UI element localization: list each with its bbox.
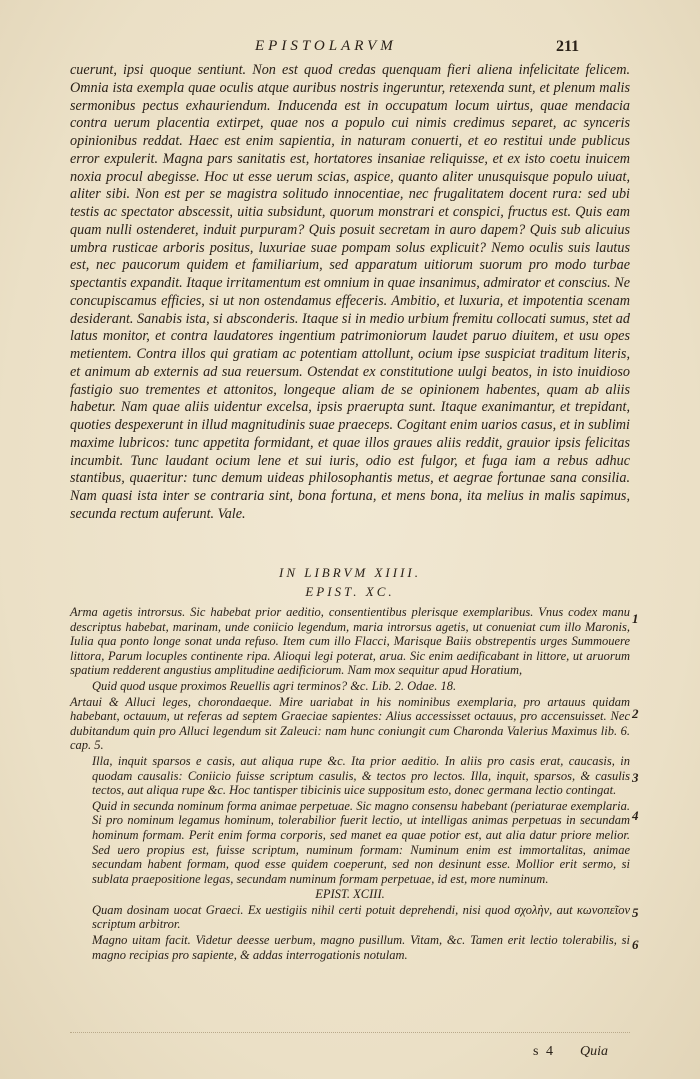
annotation: Quam dosinam uocat Graeci. Ex uestigiis nihil certi potuit deprehendi, nisi quod σχολὴν, aut κωνοπεῖον scriptum arbitror. — [92, 902, 630, 932]
epistle-title: EPIST. XC. — [305, 584, 395, 599]
annotations-block — [70, 605, 630, 963]
annotation: Illa, inquit sparsos e casis, aut aliqua rupe &c. Ita prior aeditio. In aliis pro casis erat, caucasis, in quodam causalis: Coniicio fuisse scriptum casulis, & tectos pro lectos. Illa, inquit, sparsos, & casulis tectos, aut aliqua rupe &c. Hoc tantisper tibicinis uice suppositum esto, donec germana lectio contingat. — [92, 753, 630, 798]
page-header — [0, 38, 700, 58]
catchword: Quia — [580, 1044, 608, 1059]
running-head: EPISTOLARVM — [255, 38, 397, 54]
margin-number: 3 — [632, 770, 639, 785]
signature-mark: s 4 — [533, 1044, 555, 1059]
epistle-body-text: cuerunt, ipsi quoque sentiunt. Non est quod credas quenquam fieri aliena infelicitate felicem. Omnia ista exempla quae oculis atque auribus nostris ingeruntur, retexenda sunt, et plenum malis sermonibus pectus exhauriendum. Inducenda est in occupatum locum uirtus, quae mendacia contra uerum placentia extirpet, quae nos a populo cui nimis credimus separet, ac synceris opinionibus reddat. Haec est enim sapientia, in naturam conuerti, et eo restitui unde publicus error expulerit. Magna pars sanitatis est, hortatores insaniae reliquisse, et ex isto coetu inuicem noxia procul abegisse. Hoc ut esse uerum scias, aspice, quanto aliter unusquisque populo uiuat, aliter sibi. Non est per se magistra solitudo innocentiae, nec frugalitatem docent rura: sed ubi testis ac spectator abscessit, uitia subsidunt, quorum monstrari et conspici, fructus est. Quis eam quam nulli ostenderet, induit purpuram? Quis posuit secretam in auro dapem? Quis sub alicuius umbra rusticae arboris positus, luxuriae suae pompam solus explicuit? Nemo oculis suis lautus est, nec paucorum quidem et familiarium, sed apparatum uitiorum suorum pro modo turbae spectantis expandit. Itaque irritamentum est omnium in quae insanimus, admirator et conscius. Ne concupiscamus efficies, si ut non ostendamus effeceris. Ambitio, et luxuria, et impotentia scenam desiderant. Sanabis ista, si absconderis. Itaque si in medio urbium fremitu collocati sumus, stet ad latus monitor, et contra laudatores ingentium patrimoniorum laudet paruo diuitem, et usu opes metientem. Contra illos qui gratiam ac potentiam attollunt, ocium ipse suspiciat traditum literis, et animum ab externis ad sua reuersum. Ostendat ex constitutione uulgi beatos, in isto inuidioso fastigio suo trementes et attonitos, longeque aliam de se opinionem habentes, quam ab aliis habetur. Nam quae aliis uidentur excelsa, ipsis praerupta sunt. Itaque exanimantur, et trepidant, quoties despexerunt in illud magnitudinis suae praeceps. Cogitant enim uarios casus, et in sublimi maxime lubricos: tunc appetita formidant, et quae illos graues aliis reddit, grauior ipsis felicitas incumbit. Tunc laudant ocium lene et sui iuris, odio est fulgor, et fuga iam a rebus adhuc stantibus, quaeritur: tunc demum uideas philosophantis metus, et aegrae fortunae sana consilia. Nam quasi ista inter se contraria sint, bona fortuna, et mens bona, ita melius in malis sapimus, secunda rectum auferunt. Vale. — [70, 62, 630, 522]
annotation: Artaui & Alluci leges, chorondaeque. Mire uariabat in his nominibus exemplaria, pro artauus quidam habebant, octauum, ut referas ad septem Graeciae sapientes: Alius accessisset octauus, pro accensuisset. Nec dubitandum quin pro Alluci legendum sit Zaleuci: nam hunc coniungit cum Charonda Valerius Maximus lib. 6. cap. 5. — [70, 694, 630, 753]
margin-note-numbers — [632, 0, 652, 1079]
annotation-heading: EPIST. XCIII. — [315, 887, 385, 902]
margin-number: 2 — [632, 706, 639, 721]
annotation: Quid in secunda nominum forma animae perpetuae. Sic magno consensu habebant (periaturae exemplaria. Si pro nominum legamus hominum, tolerabilior fuerit lectio, ut intelligas animas perpetuas in secundam hominum formam. Perit enim forma corporis, sed manet ea quae potior est, aut alia datur priore melior. Sed uero propius est, fuisse scriptum, numinum formam: Numinum enim est immortalitas, animae secundam habent formam, quod esse quidem coeperunt, sed non desinunt esse. Mollior erit sermo, si sublata praepositione legas, secundam numinum formam perpetuae, id est, more numinum. — [92, 798, 630, 886]
margin-number: 4 — [632, 808, 639, 823]
page-number: 211 — [556, 38, 580, 55]
annotation: Quid quod usque proximos Reuellis agri terminos? &c. Lib. 2. Odae. 18. — [92, 678, 457, 693]
margin-number: 1 — [632, 611, 639, 626]
margin-number: 5 — [632, 905, 639, 920]
book-title: IN LIBRVM XIIII. — [279, 565, 421, 580]
footer-rule — [70, 1032, 630, 1033]
annotation: Magno uitam facit. Videtur deesse uerbum, magno pusillum. Vitam, &c. Tamen erit lectio tolerabilis, si magno recipias pro sapiente, & addas interrogationis notulam. — [92, 933, 630, 962]
margin-number: 6 — [632, 937, 639, 952]
annotation: Arma agetis introrsus. Sic habebat prior aeditio, consentientibus plerisque exemplaribus. Vnus codex manu descriptus habebat, marinam, unde coniicio legendum, maria introrsus agetis, ut conueniat cum illo Maronis, Iulia qua ponto longe sonat unda refuso. Item cum illo Flacci, Marisque Baiis obstrepentis urges Summouere littora, Parum locuples continente ripa. Alioqui legi poterat, arua. Sic enim aedificabant in littore, ut aruorum spatium redderent angustius amplitudine aedificiorum. Nam mox sequitur apud Horatium, — [70, 605, 630, 678]
